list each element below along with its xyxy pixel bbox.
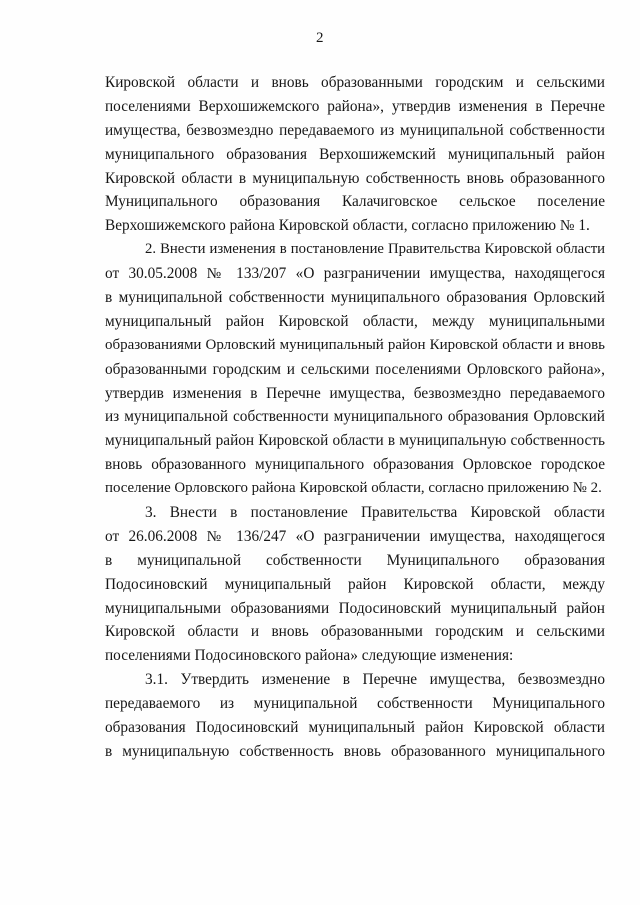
text-line: поселениями Верхошижемского района», утвердив изменения в Перечне (105, 97, 605, 115)
text-line: муниципальными образованиями Подосиновский муниципальный район (105, 599, 605, 617)
text-line: в муниципальной собственности муниципального образования Орловский (105, 289, 605, 307)
text-line: из муниципальной собственности муниципального образования Орловский (105, 408, 605, 426)
text-line: 3. Внести в постановление Правительства Кировской области (145, 504, 605, 522)
text-line: утвердив изменения в Перечне имущества, безвозмездно передаваемого (105, 384, 605, 402)
text-line: от 26.06.2008 № 136/247 «О разграничении имущества, находящегося (105, 527, 605, 545)
text-line: в муниципальную собственность вновь образованного муниципального (105, 742, 605, 760)
paragraph-1 (105, 71, 605, 238)
text-line: муниципальный район Кировской области, между муниципальными (105, 312, 605, 330)
text-line: муниципального образования Верхошижемский муниципальный район (105, 145, 605, 163)
document-body (105, 71, 605, 764)
text-line: 2. Внести изменения в постановление Правительства Кировской области (145, 241, 605, 258)
text-line: Муниципального образования Калачиговское сельское поселение (105, 193, 605, 211)
text-line: поселениями Подосиновского района» следующие изменения: (105, 647, 514, 665)
text-line: 3.1. Утвердить изменение в Перечне имущества, безвозмездно (145, 671, 605, 689)
text-line: в муниципальной собственности Муниципального образования (105, 551, 605, 569)
text-line: образованиями Орловский муниципальный район Кировской области и вновь (105, 336, 605, 353)
text-line: Подосиновский муниципальный район Кировской области, между (105, 575, 605, 593)
text-line: поселение Орловского района Кировской области, согласно приложению № 2. (105, 480, 602, 497)
paragraph-3 (105, 501, 605, 668)
text-line: передаваемого из муниципальной собственности Муниципального (105, 695, 605, 713)
text-line: вновь образованного муниципального образования Орловское городское (105, 456, 605, 474)
text-line: муниципальный район Кировской области в муниципальную собственность (105, 432, 605, 450)
text-line: имущества, безвозмездно передаваемого из муниципальной собственности (105, 121, 605, 139)
text-line: Кировской области и вновь образованными городским и сельскими (105, 74, 605, 91)
text-line: Верхошижемского района Кировской области, согласно приложению № 1. (105, 217, 590, 235)
paragraph-4 (105, 668, 605, 764)
text-line: Кировской области и вновь образованными городским и сельскими (105, 623, 605, 641)
text-line: образования Подосиновский муниципальный район Кировской области (105, 719, 605, 737)
text-line: от 30.05.2008 № 133/207 «О разграничении имущества, находящегося (105, 265, 605, 283)
text-line: Кировской области в муниципальную собственность вновь образованного (105, 169, 605, 187)
paragraph-2 (105, 238, 605, 501)
text-line: образованными городским и сельскими поселениями Орловского района», (105, 360, 605, 378)
page-number: 2 (316, 30, 324, 46)
